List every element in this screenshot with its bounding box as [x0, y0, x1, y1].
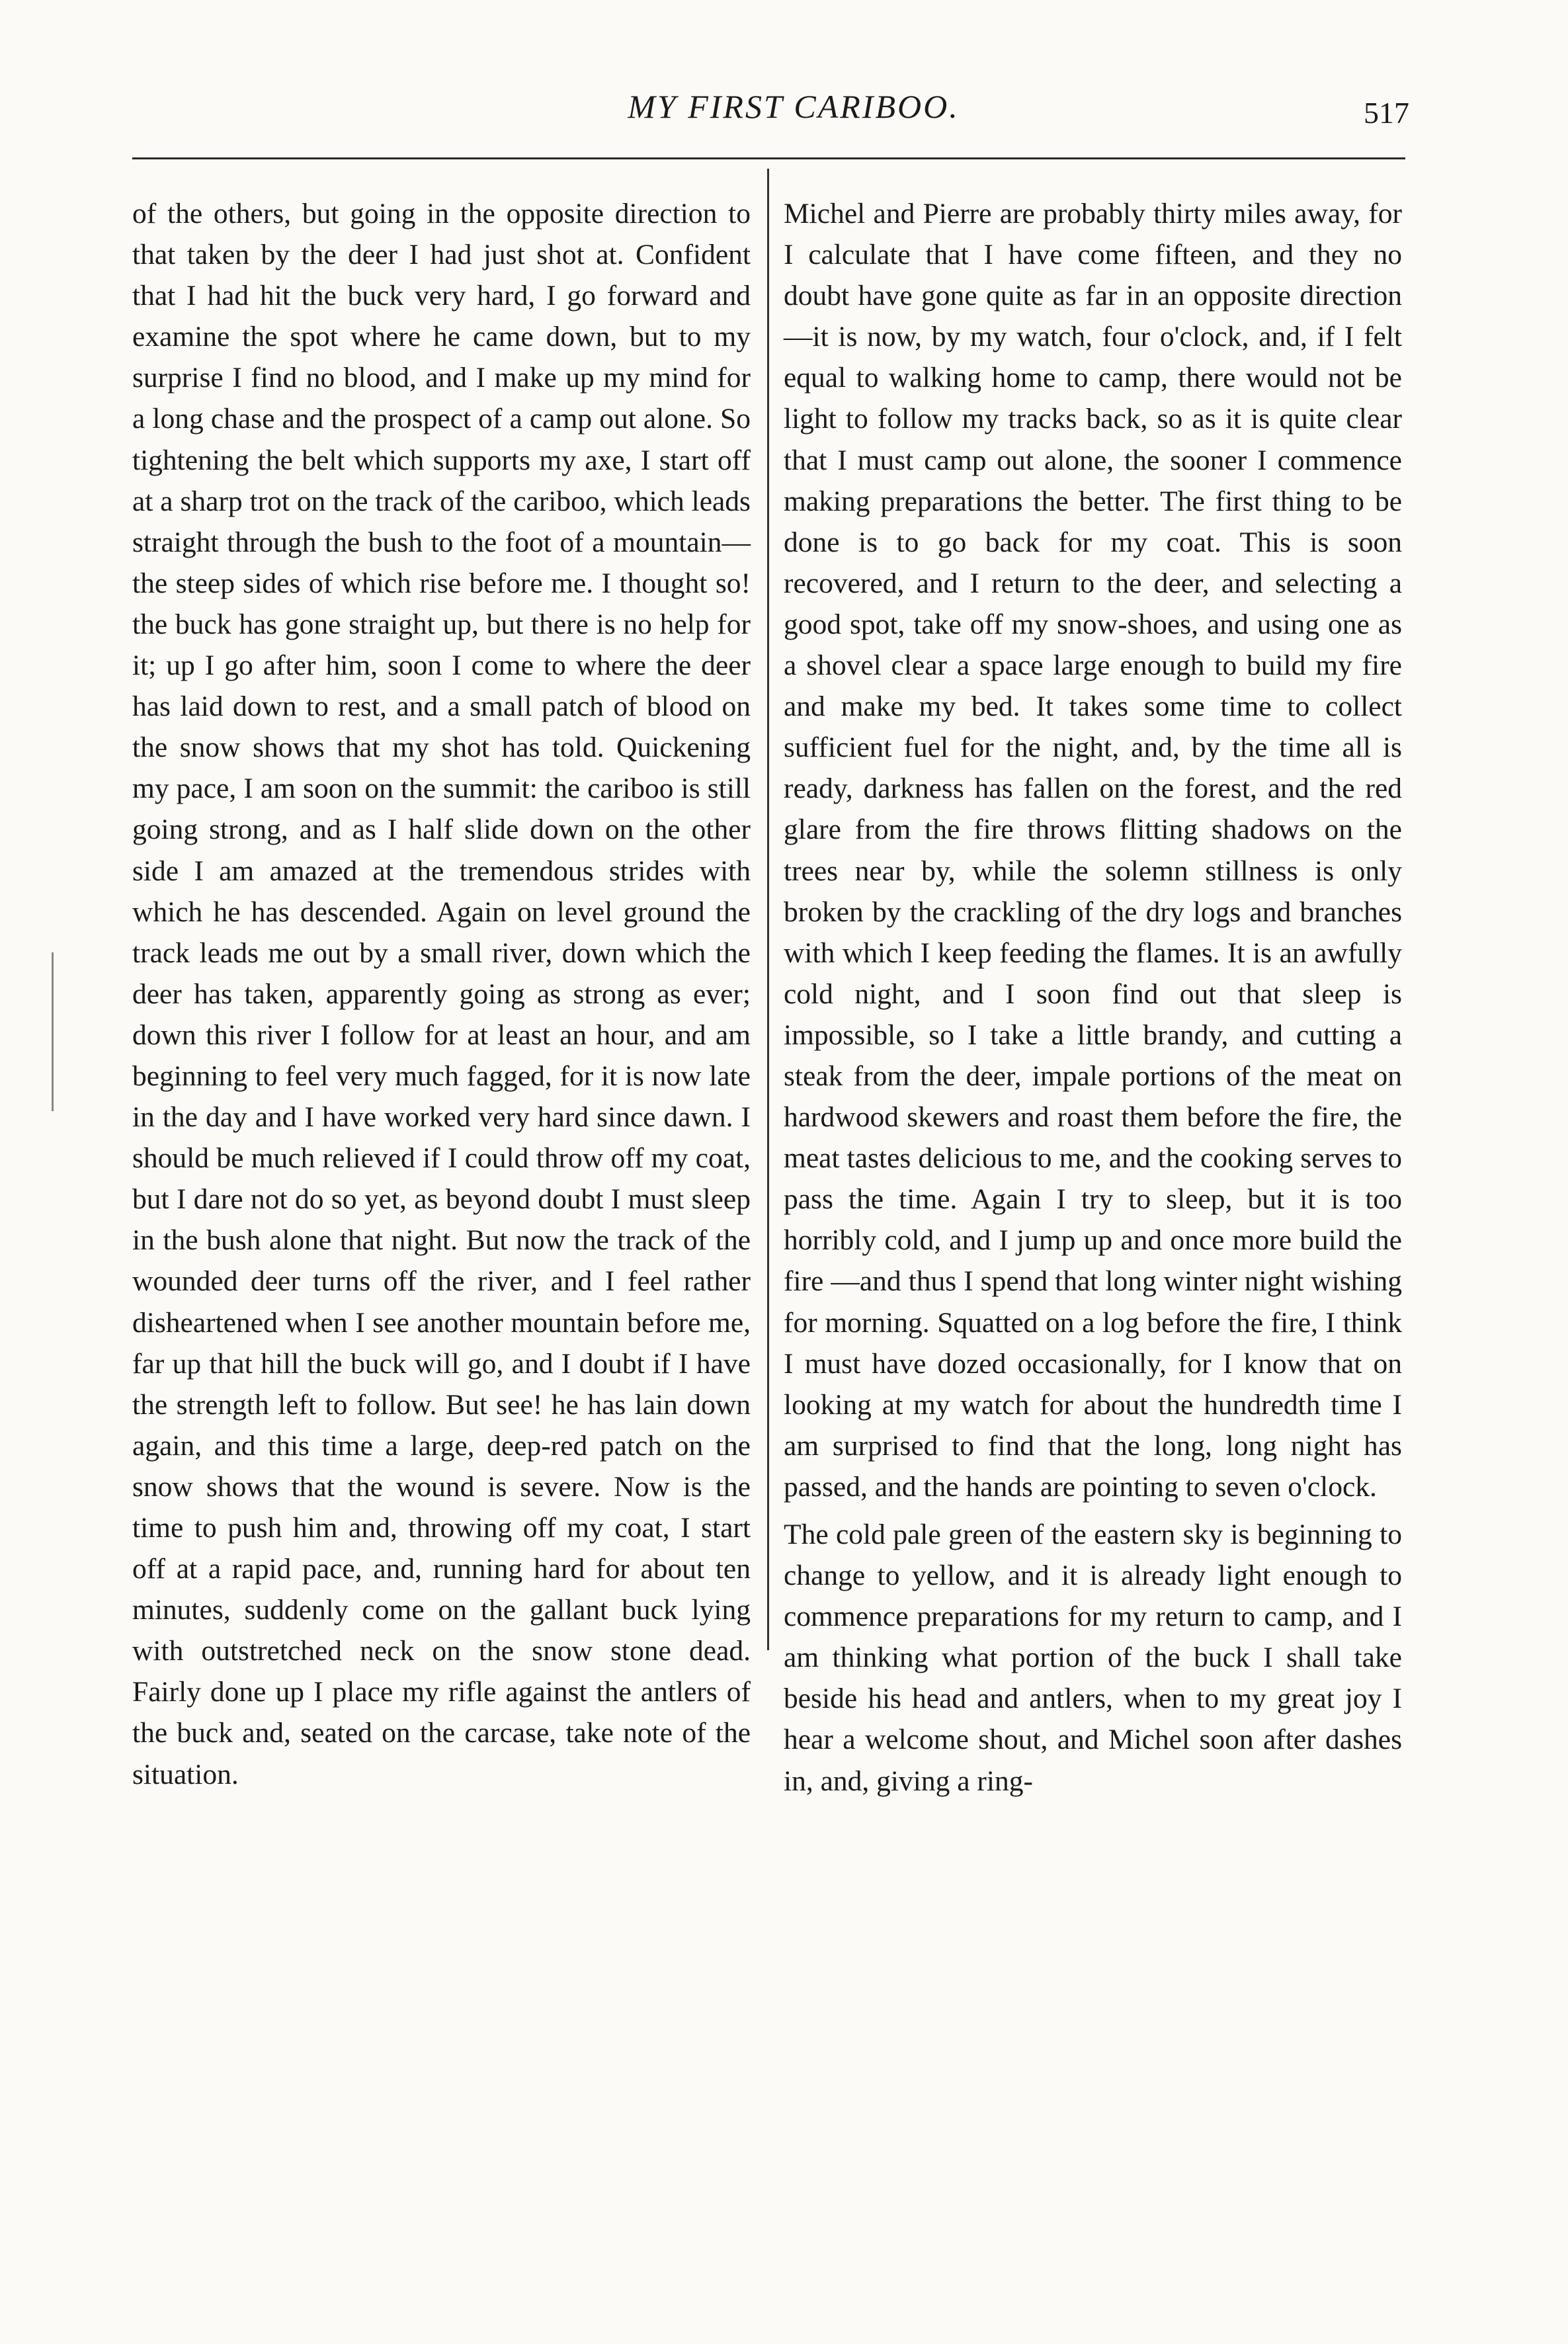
margin-mark — [52, 952, 54, 1111]
right-paragraph-2: The cold pale green of the eastern sky is beginning to change to yellow, and it is already light enough to commence preparations for my return to camp, and I am thinking what portion of the buck I shall take beside his head and antlers, when to my great joy I hear a welcome shout, and Michel soon after dashes in, and, giving a ring- — [784, 1519, 1402, 1797]
running-header-title: MY FIRST CARIBOO. — [628, 88, 960, 125]
left-paragraph-1: of the others, but going in the opposite direction to that taken by the deer I had just shot at. Confident that I had hit the buck very hard, I go forward and examine the spot where he came down, but to my surprise I find no blood, and I make up my mind for a long chase and the prospect of a camp out alone. So tightening the belt which supports my axe, I start off at a sharp trot on the track of the cariboo, which leads straight through the bush to the foot of a mountain—the steep sides of which rise before me. I thought so! the buck has gone straight up, but there is no help for it; up I go after him, soon I come to where the deer has laid down to rest, and a small patch of blood on the snow shows that my shot has told. Quickening my pace, I am soon on the summit: the cariboo is still going strong, and as I half slide down on the other side I am amazed at the tremendous strides with which he has descended. Again on level ground the track leads me out by a small river, down which the deer has taken, apparently going as strong as ever; down this river I follow for at least an hour, and am beginning to feel very much fagged, for it is now late in the day and I have worked very hard since dawn. I should be much relieved if I could throw off my coat, but I dare not do so yet, as beyond doubt I must sleep in the bush alone that night. But now the track of the wounded deer turns off the river, and I feel rather disheartened when I see another mountain before me, far up that hill the buck will go, and I doubt if I have the strength left to follow. But see! he has lain down again, and this time a large, deep-red patch on the snow shows that the wound is severe. Now is the time to push him and, throwing off my coat, I start off at a rapid pace, and, running hard for about ten minutes, suddenly come on the gallant buck lying with outstretched neck on the snow stone dead. Fairly done up I place my rifle against the antlers of the buck and, seated on the carcase, take note of the situation. — [132, 198, 751, 1790]
right-column — [784, 193, 1402, 1802]
left-column — [132, 193, 751, 1795]
column-divider — [767, 169, 769, 1650]
page-number: 517 — [1364, 96, 1409, 130]
right-paragraph-1: Michel and Pierre are probably thirty miles away, for I calculate that I have come fifteen, and they no doubt have gone quite as far in an opposite direction—it is now, by my watch, four o'clock, and, if I felt equal to walking home to camp, there would not be light to follow my tracks back, so as it is quite clear that I must camp out alone, the sooner I commence making preparations the better. The first thing to be done is to go back for my coat. This is soon recovered, and I return to the deer, and selecting a good spot, take off my snow-shoes, and using one as a shovel clear a space large enough to build my fire and make my bed. It takes some time to collect sufficient fuel for the night, and, by the time all is ready, darkness has fallen on the forest, and the red glare from the fire throws flitting shadows on the trees near by, while the solemn stillness is only broken by the crackling of the dry logs and branches with which I keep feeding the flames. It is an awfully cold night, and I soon find out that sleep is impossible, so I take a little brandy, and cutting a steak from the deer, impale portions of the meat on hardwood skewers and roast them before the fire, the meat tastes delicious to me, and the cooking serves to pass the time. Again I try to sleep, but it is too horribly cold, and I jump up and once more build the fire —and thus I spend that long winter night wishing for morning. Squatted on a log before the fire, I think I must have dozed occasionally, for I know that on looking at my watch for about the hundredth time I am surprised to find that the long, long night has passed, and the hands are pointing to seven o'clock. — [784, 198, 1402, 1503]
header-rule — [132, 157, 1405, 159]
